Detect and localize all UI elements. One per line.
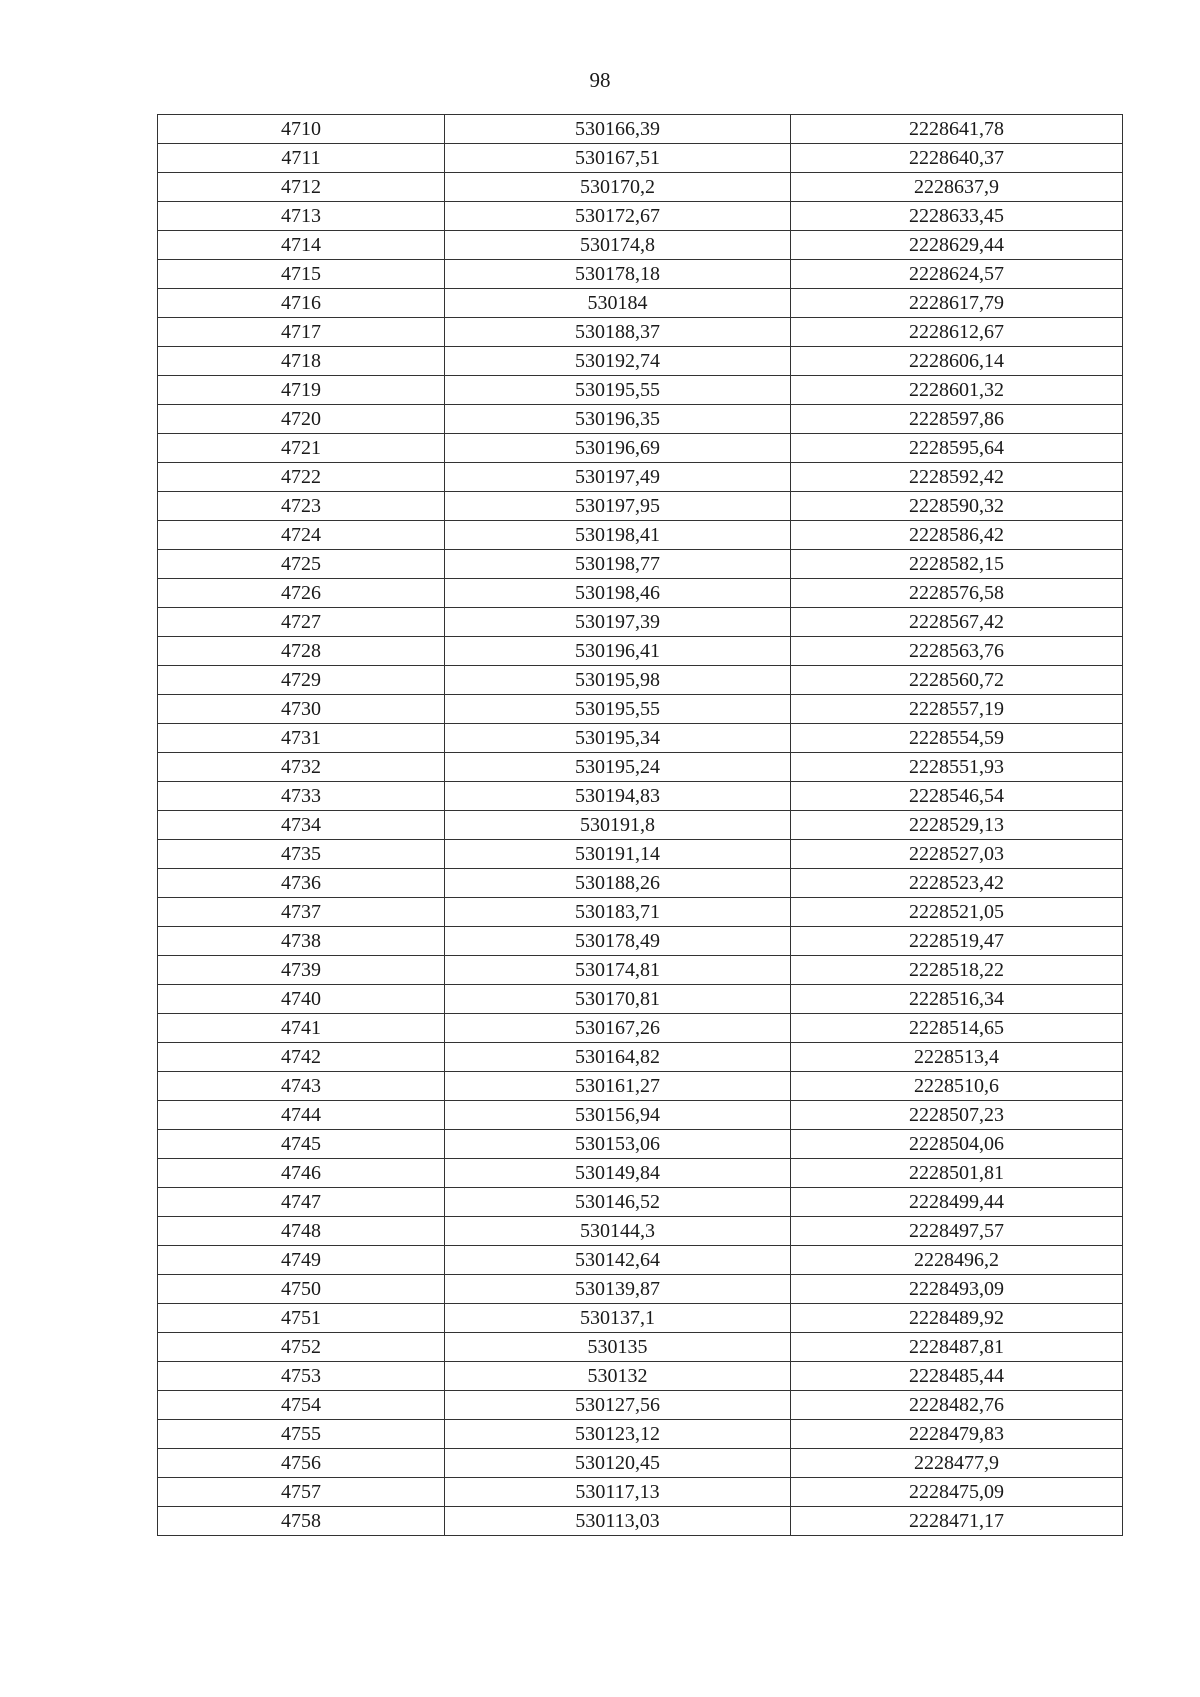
- table-row: [158, 289, 1123, 318]
- point-number-cell: 4755: [158, 1420, 445, 1449]
- y-coordinate-cell: 2228590,32: [791, 492, 1123, 521]
- x-coordinate-cell: 530146,52: [445, 1188, 791, 1217]
- point-number-cell: 4710: [158, 115, 445, 144]
- x-coordinate-cell: 530184: [445, 289, 791, 318]
- x-coordinate-cell: 530174,8: [445, 231, 791, 260]
- table-row: [158, 956, 1123, 985]
- table-row: [158, 202, 1123, 231]
- point-number-cell: 4720: [158, 405, 445, 434]
- point-number-cell: 4743: [158, 1072, 445, 1101]
- point-number-cell: 4712: [158, 173, 445, 202]
- point-number-cell: 4716: [158, 289, 445, 318]
- point-number-cell: 4719: [158, 376, 445, 405]
- point-number-cell: 4717: [158, 318, 445, 347]
- y-coordinate-cell: 2228497,57: [791, 1217, 1123, 1246]
- x-coordinate-cell: 530178,49: [445, 927, 791, 956]
- table-row: [158, 1101, 1123, 1130]
- y-coordinate-cell: 2228601,32: [791, 376, 1123, 405]
- y-coordinate-cell: 2228510,6: [791, 1072, 1123, 1101]
- x-coordinate-cell: 530170,2: [445, 173, 791, 202]
- x-coordinate-cell: 530183,71: [445, 898, 791, 927]
- point-number-cell: 4737: [158, 898, 445, 927]
- y-coordinate-cell: 2228475,09: [791, 1478, 1123, 1507]
- x-coordinate-cell: 530120,45: [445, 1449, 791, 1478]
- x-coordinate-cell: 530196,35: [445, 405, 791, 434]
- table-row: [158, 1188, 1123, 1217]
- y-coordinate-cell: 2228629,44: [791, 231, 1123, 260]
- table-row: [158, 724, 1123, 753]
- table-row: [158, 1391, 1123, 1420]
- point-number-cell: 4723: [158, 492, 445, 521]
- point-number-cell: 4745: [158, 1130, 445, 1159]
- table-row: [158, 811, 1123, 840]
- x-coordinate-cell: 530192,74: [445, 347, 791, 376]
- point-number-cell: 4711: [158, 144, 445, 173]
- x-coordinate-cell: 530161,27: [445, 1072, 791, 1101]
- y-coordinate-cell: 2228624,57: [791, 260, 1123, 289]
- table-row: [158, 1014, 1123, 1043]
- point-number-cell: 4749: [158, 1246, 445, 1275]
- x-coordinate-cell: 530188,26: [445, 869, 791, 898]
- table-row: [158, 1246, 1123, 1275]
- table-row: [158, 144, 1123, 173]
- x-coordinate-cell: 530132: [445, 1362, 791, 1391]
- y-coordinate-cell: 2228477,9: [791, 1449, 1123, 1478]
- y-coordinate-cell: 2228595,64: [791, 434, 1123, 463]
- point-number-cell: 4713: [158, 202, 445, 231]
- x-coordinate-cell: 530198,41: [445, 521, 791, 550]
- y-coordinate-cell: 2228567,42: [791, 608, 1123, 637]
- y-coordinate-cell: 2228487,81: [791, 1333, 1123, 1362]
- point-number-cell: 4729: [158, 666, 445, 695]
- table-row: [158, 318, 1123, 347]
- table-row: [158, 695, 1123, 724]
- table-row: [158, 985, 1123, 1014]
- table-row: [158, 1478, 1123, 1507]
- x-coordinate-cell: 530195,55: [445, 376, 791, 405]
- table-row: [158, 1333, 1123, 1362]
- point-number-cell: 4736: [158, 869, 445, 898]
- point-number-cell: 4734: [158, 811, 445, 840]
- y-coordinate-cell: 2228501,81: [791, 1159, 1123, 1188]
- table-row: [158, 840, 1123, 869]
- y-coordinate-cell: 2228521,05: [791, 898, 1123, 927]
- point-number-cell: 4721: [158, 434, 445, 463]
- point-number-cell: 4744: [158, 1101, 445, 1130]
- point-number-cell: 4750: [158, 1275, 445, 1304]
- point-number-cell: 4722: [158, 463, 445, 492]
- x-coordinate-cell: 530164,82: [445, 1043, 791, 1072]
- table-row: [158, 753, 1123, 782]
- point-number-cell: 4727: [158, 608, 445, 637]
- table-row: [158, 1275, 1123, 1304]
- table-row: [158, 405, 1123, 434]
- y-coordinate-cell: 2228586,42: [791, 521, 1123, 550]
- x-coordinate-cell: 530172,67: [445, 202, 791, 231]
- x-coordinate-cell: 530191,14: [445, 840, 791, 869]
- y-coordinate-cell: 2228507,23: [791, 1101, 1123, 1130]
- y-coordinate-cell: 2228514,65: [791, 1014, 1123, 1043]
- x-coordinate-cell: 530194,83: [445, 782, 791, 811]
- y-coordinate-cell: 2228516,34: [791, 985, 1123, 1014]
- point-number-cell: 4714: [158, 231, 445, 260]
- y-coordinate-cell: 2228493,09: [791, 1275, 1123, 1304]
- point-number-cell: 4732: [158, 753, 445, 782]
- y-coordinate-cell: 2228592,42: [791, 463, 1123, 492]
- point-number-cell: 4756: [158, 1449, 445, 1478]
- x-coordinate-cell: 530142,64: [445, 1246, 791, 1275]
- table-row: [158, 1362, 1123, 1391]
- table-row: [158, 579, 1123, 608]
- table-row: [158, 231, 1123, 260]
- x-coordinate-cell: 530191,8: [445, 811, 791, 840]
- point-number-cell: 4746: [158, 1159, 445, 1188]
- point-number-cell: 4754: [158, 1391, 445, 1420]
- point-number-cell: 4758: [158, 1507, 445, 1536]
- y-coordinate-cell: 2228633,45: [791, 202, 1123, 231]
- x-coordinate-cell: 530149,84: [445, 1159, 791, 1188]
- x-coordinate-cell: 530174,81: [445, 956, 791, 985]
- y-coordinate-cell: 2228546,54: [791, 782, 1123, 811]
- point-number-cell: 4753: [158, 1362, 445, 1391]
- point-number-cell: 4741: [158, 1014, 445, 1043]
- x-coordinate-cell: 530127,56: [445, 1391, 791, 1420]
- y-coordinate-cell: 2228513,4: [791, 1043, 1123, 1072]
- coordinates-table: [157, 114, 1123, 1536]
- y-coordinate-cell: 2228523,42: [791, 869, 1123, 898]
- table-row: [158, 1449, 1123, 1478]
- table-row: [158, 782, 1123, 811]
- table-row: [158, 898, 1123, 927]
- x-coordinate-cell: 530139,87: [445, 1275, 791, 1304]
- y-coordinate-cell: 2228519,47: [791, 927, 1123, 956]
- x-coordinate-cell: 530166,39: [445, 115, 791, 144]
- x-coordinate-cell: 530153,06: [445, 1130, 791, 1159]
- table-row: [158, 1159, 1123, 1188]
- y-coordinate-cell: 2228563,76: [791, 637, 1123, 666]
- x-coordinate-cell: 530195,24: [445, 753, 791, 782]
- point-number-cell: 4730: [158, 695, 445, 724]
- point-number-cell: 4752: [158, 1333, 445, 1362]
- table-row: [158, 463, 1123, 492]
- point-number-cell: 4739: [158, 956, 445, 985]
- table-row: [158, 550, 1123, 579]
- x-coordinate-cell: 530198,77: [445, 550, 791, 579]
- x-coordinate-cell: 530197,49: [445, 463, 791, 492]
- y-coordinate-cell: 2228554,59: [791, 724, 1123, 753]
- point-number-cell: 4751: [158, 1304, 445, 1333]
- x-coordinate-cell: 530188,37: [445, 318, 791, 347]
- x-coordinate-cell: 530167,51: [445, 144, 791, 173]
- y-coordinate-cell: 2228641,78: [791, 115, 1123, 144]
- y-coordinate-cell: 2228504,06: [791, 1130, 1123, 1159]
- y-coordinate-cell: 2228485,44: [791, 1362, 1123, 1391]
- point-number-cell: 4733: [158, 782, 445, 811]
- table-row: [158, 637, 1123, 666]
- x-coordinate-cell: 530167,26: [445, 1014, 791, 1043]
- y-coordinate-cell: 2228637,9: [791, 173, 1123, 202]
- table-row: [158, 260, 1123, 289]
- table-row: [158, 492, 1123, 521]
- x-coordinate-cell: 530137,1: [445, 1304, 791, 1333]
- table-row: [158, 1072, 1123, 1101]
- y-coordinate-cell: 2228489,92: [791, 1304, 1123, 1333]
- point-number-cell: 4725: [158, 550, 445, 579]
- point-number-cell: 4738: [158, 927, 445, 956]
- table-row: [158, 608, 1123, 637]
- x-coordinate-cell: 530197,39: [445, 608, 791, 637]
- x-coordinate-cell: 530195,98: [445, 666, 791, 695]
- table-row: [158, 173, 1123, 202]
- y-coordinate-cell: 2228471,17: [791, 1507, 1123, 1536]
- coordinates-table-body: [158, 115, 1123, 1536]
- x-coordinate-cell: 530178,18: [445, 260, 791, 289]
- y-coordinate-cell: 2228499,44: [791, 1188, 1123, 1217]
- table-row: [158, 1304, 1123, 1333]
- point-number-cell: 4735: [158, 840, 445, 869]
- y-coordinate-cell: 2228482,76: [791, 1391, 1123, 1420]
- table-row: [158, 666, 1123, 695]
- x-coordinate-cell: 530113,03: [445, 1507, 791, 1536]
- x-coordinate-cell: 530195,34: [445, 724, 791, 753]
- table-row: [158, 1043, 1123, 1072]
- table-row: [158, 347, 1123, 376]
- point-number-cell: 4718: [158, 347, 445, 376]
- x-coordinate-cell: 530195,55: [445, 695, 791, 724]
- y-coordinate-cell: 2228527,03: [791, 840, 1123, 869]
- table-row: [158, 1420, 1123, 1449]
- point-number-cell: 4740: [158, 985, 445, 1014]
- y-coordinate-cell: 2228551,93: [791, 753, 1123, 782]
- table-row: [158, 1130, 1123, 1159]
- y-coordinate-cell: 2228606,14: [791, 347, 1123, 376]
- table-row: [158, 376, 1123, 405]
- y-coordinate-cell: 2228576,58: [791, 579, 1123, 608]
- y-coordinate-cell: 2228518,22: [791, 956, 1123, 985]
- x-coordinate-cell: 530170,81: [445, 985, 791, 1014]
- table-row: [158, 521, 1123, 550]
- table-row: [158, 1507, 1123, 1536]
- point-number-cell: 4715: [158, 260, 445, 289]
- point-number-cell: 4728: [158, 637, 445, 666]
- x-coordinate-cell: 530196,41: [445, 637, 791, 666]
- y-coordinate-cell: 2228529,13: [791, 811, 1123, 840]
- x-coordinate-cell: 530135: [445, 1333, 791, 1362]
- table-row: [158, 434, 1123, 463]
- page-number: 98: [589, 68, 611, 92]
- y-coordinate-cell: 2228479,83: [791, 1420, 1123, 1449]
- x-coordinate-cell: 530156,94: [445, 1101, 791, 1130]
- y-coordinate-cell: 2228557,19: [791, 695, 1123, 724]
- point-number-cell: 4726: [158, 579, 445, 608]
- x-coordinate-cell: 530197,95: [445, 492, 791, 521]
- x-coordinate-cell: 530123,12: [445, 1420, 791, 1449]
- point-number-cell: 4724: [158, 521, 445, 550]
- y-coordinate-cell: 2228496,2: [791, 1246, 1123, 1275]
- table-row: [158, 1217, 1123, 1246]
- y-coordinate-cell: 2228612,67: [791, 318, 1123, 347]
- point-number-cell: 4731: [158, 724, 445, 753]
- y-coordinate-cell: 2228640,37: [791, 144, 1123, 173]
- y-coordinate-cell: 2228617,79: [791, 289, 1123, 318]
- point-number-cell: 4748: [158, 1217, 445, 1246]
- table-row: [158, 927, 1123, 956]
- x-coordinate-cell: 530198,46: [445, 579, 791, 608]
- y-coordinate-cell: 2228597,86: [791, 405, 1123, 434]
- table-row: [158, 115, 1123, 144]
- y-coordinate-cell: 2228560,72: [791, 666, 1123, 695]
- point-number-cell: 4757: [158, 1478, 445, 1507]
- x-coordinate-cell: 530196,69: [445, 434, 791, 463]
- point-number-cell: 4742: [158, 1043, 445, 1072]
- point-number-cell: 4747: [158, 1188, 445, 1217]
- y-coordinate-cell: 2228582,15: [791, 550, 1123, 579]
- x-coordinate-cell: 530117,13: [445, 1478, 791, 1507]
- table-row: [158, 869, 1123, 898]
- x-coordinate-cell: 530144,3: [445, 1217, 791, 1246]
